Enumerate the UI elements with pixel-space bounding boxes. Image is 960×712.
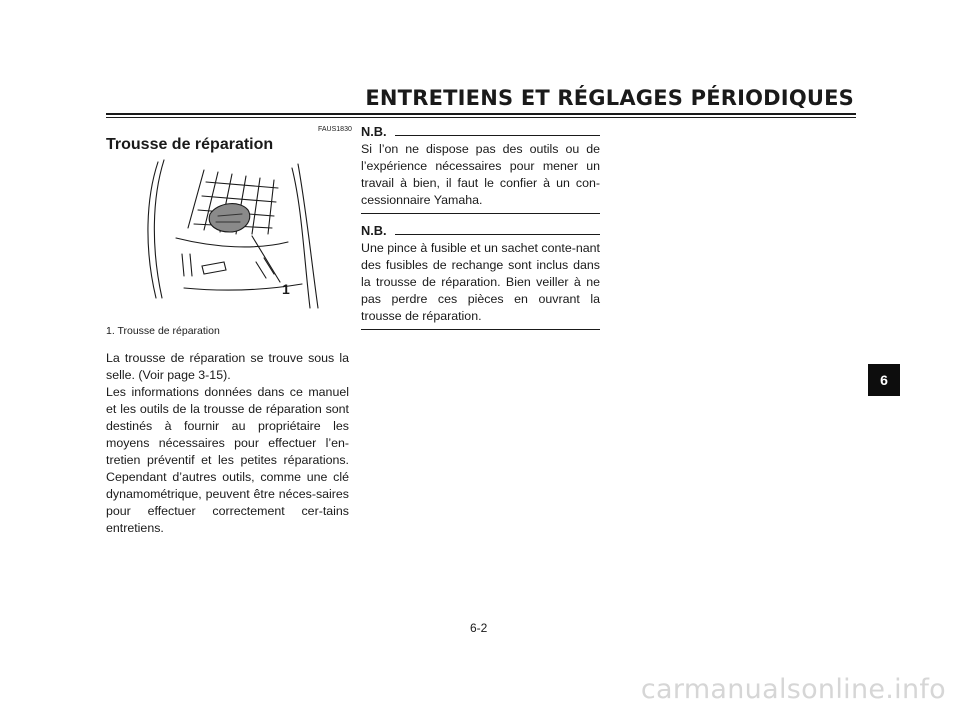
figure-caption: 1. Trousse de réparation — [106, 325, 220, 337]
note-text: Si l’on ne dispose pas des outils ou de l’expérience nécessaires pour mener un travail à bien, il faut le confier à un con-cessionnaire Yamaha. — [361, 141, 600, 214]
body-text — [106, 350, 349, 537]
tool-kit-illustration — [106, 158, 350, 318]
note-text: Une pince à fusible et un sachet conte-nant des fusibles de rechange sont inclus dans la trousse de réparation. Bien veiller à ne pas perdre ces pièces en ouvrant la trousse de réparation. — [361, 240, 600, 330]
page-header-title: ENTRETIENS ET RÉGLAGES PÉRIODIQUES — [365, 86, 854, 110]
watermark: carmanualsonline.info — [640, 674, 946, 705]
section-heading: Trousse de réparation — [106, 136, 274, 153]
page-number: 6-2 — [470, 621, 488, 635]
note-block-2 — [361, 223, 600, 330]
header-rule-thin — [106, 117, 856, 118]
header-rule-thick — [106, 113, 856, 115]
section-code: FAUS1830 — [318, 126, 352, 133]
note-rule — [395, 234, 600, 235]
figure-callout-1: 1 — [282, 281, 290, 297]
note-label: N.B. — [361, 124, 387, 139]
chapter-tab: 6 — [868, 364, 900, 396]
note-label: N.B. — [361, 223, 387, 238]
note-rule — [395, 135, 600, 136]
body-paragraph-2: Les informations données dans ce manuel et les outils de la trousse de réparation sont destinés à fournir au propriétaire les moyens nécessaires pour effectuer l’en-tretien préventif et les petites réparations. Cependant d’autres outils, comme une clé dynamométrique, peuvent être néces-saires pour effectuer correctement cer-tains entretiens. — [106, 385, 349, 535]
note-block-1 — [361, 124, 600, 214]
body-paragraph-1: La trousse de réparation se trouve sous la selle. (Voir page 3-15). — [106, 351, 349, 382]
